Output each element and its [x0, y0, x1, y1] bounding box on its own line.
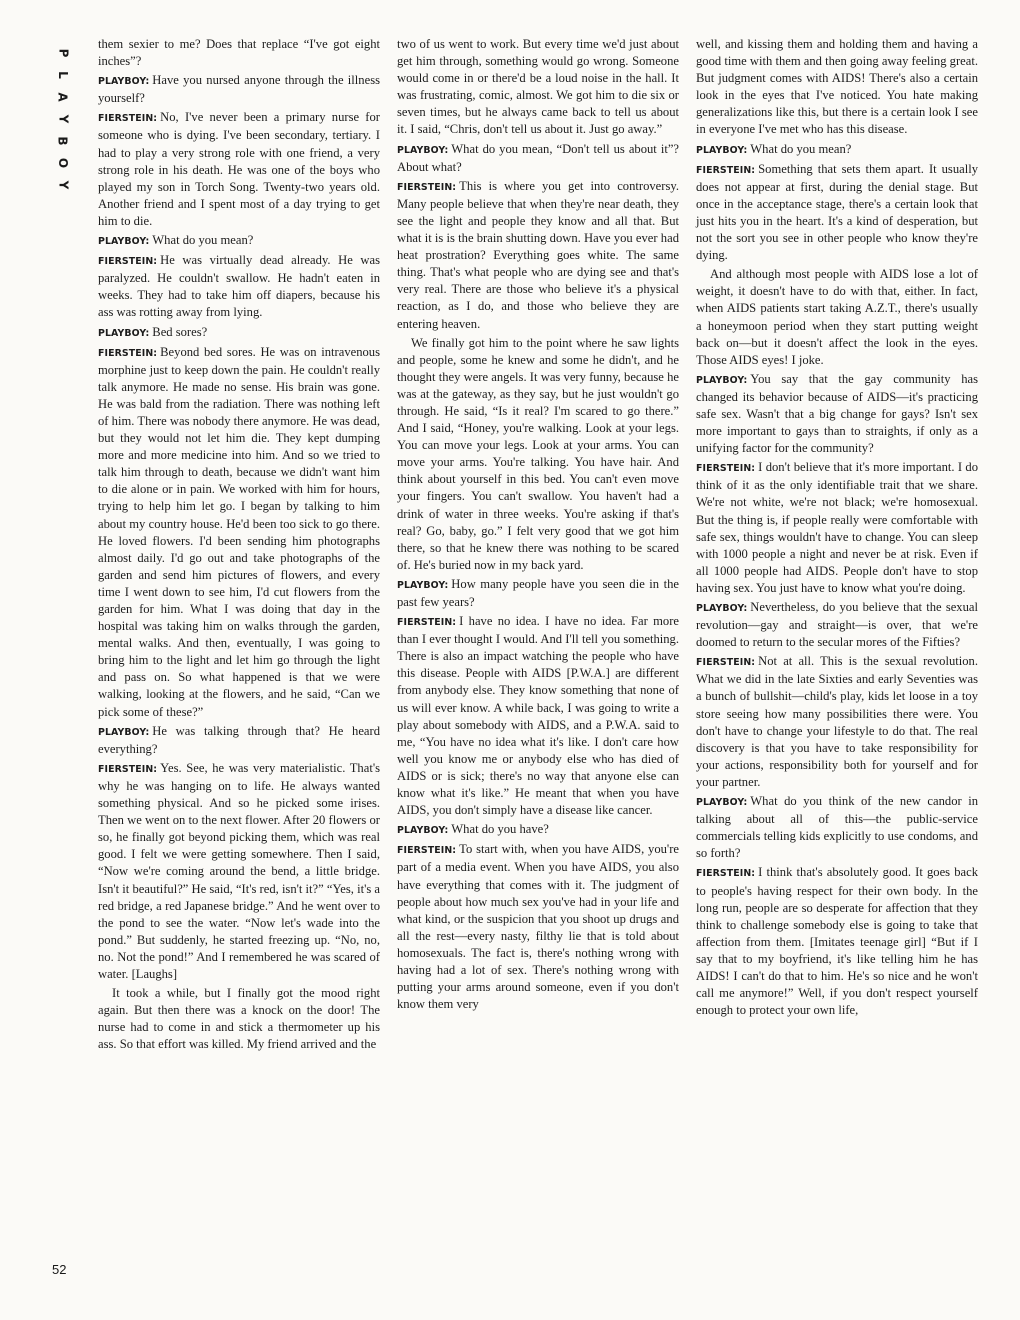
- paragraph-text: Bed sores?: [152, 324, 208, 339]
- paragraph: [696, 793, 978, 862]
- speaker-label: FIERSTEIN:: [98, 347, 158, 359]
- paragraph-text: He was talking through that? He heard everything?: [98, 723, 380, 756]
- paragraph-text: Yes. See, he was very materialistic. That's why he was hanging on to life. He always wanted something physical. And so he picked some irises. Then we went on to the next flower. After 20 flowers or so, he finally got beyond picking them, which was real good. I felt we were getting somewhere. Then I said, “Now we're coming around the bend, a little bridge. Isn't it beautiful?” He said, “It's red, isn't it?” “Yes, it's a red bridge, a red Japanese bridge.” And he went over to the pond to see the water. “Now let's wade into the pond.” But suddenly, he started freezing up. “No, no, no. Not the pond!” And I remembered he was scared of water. [Laughs]: [98, 760, 380, 981]
- paragraph: [98, 985, 380, 1053]
- paragraph: [98, 760, 380, 983]
- speaker-label: FIERSTEIN:: [696, 463, 756, 475]
- paragraph: [397, 141, 679, 176]
- speaker-label: PLAYBOY:: [696, 797, 748, 809]
- paragraph-text: We finally got him to the point where he saw lights and people, some he knew and some he didn't, and he thought they were angels. It was very funny, because he was at the gateway, as they say, but he just wouldn't go through. He said, “Is it real? I'm scared to go there.” And I said, “Honey, you're walking. Look at your legs. You can move your legs. Look at your arms. You can move your arms. You're talking. You have hair. And think about yourself in this bed. You can't even move your fingers. You can't swallow. You haven't had a drink of water in three weeks. You're asking if that's real? Go, baby, go.” I felt very good that we got him there, so that he knew there was nothing to be scared of. He's buried now in my back yard.: [397, 335, 679, 572]
- paragraph-text: two of us went to work. But every time we'd just about get him through, something would go wrong. Someone would come in or there'd be a loud noise in the hall. It was frustrating, comic, almost. We got him to die six or seven times, but he always came back to tell us about it. I said, “Chris, don't tell us about it. Just go away.”: [397, 37, 679, 137]
- speaker-label: PLAYBOY:: [696, 603, 748, 614]
- speaker-label: PLAYBOY:: [98, 236, 150, 248]
- paragraph-text: Nevertheless, do you believe that the sexual revolution—gay and straight—is over, that we're doomed to return to the secular mores of the Fifties?: [696, 600, 978, 650]
- speaker-label: FIERSTEIN:: [696, 657, 756, 669]
- speaker-label: PLAYBOY:: [696, 374, 748, 386]
- speaker-label: PLAYBOY:: [397, 144, 449, 156]
- running-head-letter: B: [56, 136, 70, 146]
- paragraph-text: He was virtually dead already. He was paralyzed. He couldn't swallow. He hadn't eaten in weeks. They had to take him off diapers, because his ass was rotting away from lying.: [98, 253, 380, 320]
- paragraph-text: To start with, when you have AIDS, you're part of a media event. When you have AIDS, you also have everything that comes with it. The judgment of people about how much sex you've had in your life and what kind, or the suspicion that you shoot up drugs and all the rest—every nasty, filthy lie that is told about homosexuals. The fact is, there's nothing wrong with having had a lot of sex. There's nothing wrong with putting your arms around someone, even if you don't know them very: [397, 842, 679, 1012]
- speaker-label: FIERSTEIN:: [696, 164, 756, 176]
- paragraph: [696, 141, 978, 159]
- speaker-label: FIERSTEIN:: [98, 763, 158, 775]
- running-head-letter: L: [56, 71, 70, 79]
- paragraph-text: them sexier to me? Does that replace “I've got eight inches”?: [98, 37, 380, 69]
- speaker-label: PLAYBOY:: [98, 327, 150, 339]
- paragraph: [98, 232, 380, 250]
- paragraph-text: It took a while, but I finally got the mood right again. But then there was a knock on the door! The nurse had to come in and stick a thermometer up his ass. So that effort was killed. My friend arrived and the: [98, 986, 380, 1052]
- running-head: [52, 42, 74, 196]
- paragraph: [696, 459, 978, 597]
- page-number: 52: [52, 1262, 67, 1277]
- paragraph-text: No, I've never been a primary nurse for someone who is dying. I've been secondary, tertiary. I had to play a very strong role with one friend, a very strong role in his death. He was one of the boys who played my son in Torch Song. Twenty-two years old. Another friend and I spent most of a day trying to get him to die.: [98, 110, 380, 228]
- paragraph: [397, 335, 679, 574]
- paragraph-text: well, and kissing them and holding them and having a good time with them and then going away feeling great. But judgment comes with AIDS! There's also a certain look in the eyes that I've noticed. You hate making generalizations like this, but there is a certain look I see in everyone I've met who has this disease.: [696, 37, 978, 137]
- paragraph: [696, 599, 978, 651]
- paragraph-text: What do you think of the new candor in talking about all of this—the public-service commercials telling kids explicitly to use condoms, and so forth?: [696, 794, 978, 861]
- paragraph: [98, 109, 380, 230]
- running-head-letter: A: [55, 92, 70, 102]
- running-head-letter: Y: [55, 180, 70, 190]
- paragraph: [98, 252, 380, 321]
- paragraph-text: I have no idea. I have no idea. Far more than I ever thought I would. And I'll tell you something. There is also an impact watching the people who have this disease. People with AIDS [P.W.A.] are different from anybody else. They know something that none of us will ever know. A while back, I was going to write a play about somebody with AIDS, and a P.W.A. said to me, “You have no idea what it's like. I don't care how well you know me or anybody else who has died of AIDS or is sick; there's no way that anyone else can know what it's like.” He meant that when you have AIDS, you don't simply have a disease like cancer.: [397, 614, 679, 818]
- paragraph: [397, 821, 679, 839]
- speaker-label: PLAYBOY:: [397, 579, 449, 591]
- paragraph-text: What do you mean?: [750, 141, 852, 156]
- speaker-label: FIERSTEIN:: [696, 868, 756, 880]
- speaker-label: FIERSTEIN:: [98, 256, 158, 268]
- speaker-label: PLAYBOY:: [98, 726, 150, 738]
- column-2: [397, 36, 679, 1015]
- paragraph-text: Something that sets them apart. It usually does not appear at first, during the denial stage. But once in the acceptance stage, there's a certain look that just hits you in the heart. It's a kind of desperation, but not the sort you see in other people who know they're dying.: [696, 161, 978, 263]
- running-head-letter: Y: [55, 114, 70, 124]
- speaker-label: FIERSTEIN:: [397, 181, 457, 193]
- paragraph-text: Beyond bed sores. He was on intravenous morphine just to keep down the pain. He couldn't really talk anymore. He made no sense. His brain was gone. He was bald from the radiation. There was nothing left of him. There was nobody there anymore. He was dead, but they would not let him die. They kept dumping more and more medicine into him. And so we tried to talk him through to death, because we didn't want him to die alone or in pain. We worked with him for hours, trying to help him let go. I began by talking to him about my country house. He'd been too sick to go there. He loved flowers. I'd been sending him photographs almost daily. I'd go out and take photographs of the garden and send him pictures of flowers, and every time I went down to see him, I'd cut flowers from the garden for him. What I was doing that day in the hospital was taking him on walks through the garden, mental walks. And then, eventually, I was going to bring him to the light and let him go through the light and pass on. So what happened is that we were walking, looking at the flowers, and he said, “Can we pick some of these?”: [98, 344, 380, 719]
- paragraph: [696, 266, 978, 369]
- speaker-label: PLAYBOY:: [397, 825, 449, 837]
- paragraph-text: What do you have?: [451, 822, 549, 837]
- paragraph: [98, 723, 380, 758]
- paragraph: [696, 161, 978, 265]
- speaker-label: FIERSTEIN:: [397, 617, 457, 629]
- paragraph-text: You say that the gay community has changed its behavior because of AIDS—it's practicing safe sex. Wasn't that a big change for gays? Isn't sex more important to gays than to straights, if only as a unifying factor for the community?: [696, 371, 978, 456]
- paragraph: [696, 864, 978, 1019]
- speaker-label: FIERSTEIN:: [397, 845, 457, 857]
- paragraph-text: Have you nursed anyone through the illness yourself?: [98, 73, 380, 106]
- paragraph-text: What do you mean?: [152, 233, 254, 248]
- paragraph-text: I think that's absolutely good. It goes back to people's having respect for their own body. In the long run, people are so desperate for affection that they think to challenge somebody else is going to take that affection from them. [Imitates teenage girl] “But if I say that to my boyfriend, it's like telling him he has AIDS! I can't do that to him. He's so nice and he won't call me anymore!” Well, if you don't respect yourself enough to protect your own life,: [696, 865, 978, 1018]
- paragraph: [397, 576, 679, 611]
- paragraph: [98, 36, 380, 70]
- running-head-letter: O: [55, 157, 70, 169]
- paragraph: [397, 841, 679, 1013]
- paragraph-text: How many people have you seen die in the past few years?: [397, 576, 679, 609]
- paragraph: [696, 36, 978, 139]
- paragraph-text: I don't believe that it's more important. I do think of it as the only identifiable trait that we share. We're not white, we're not black; we're homosexual. But the thing is, if people really were comfortable with safe sex, things wouldn't have to change. You can sleep with 1000 people a night and never be at risk. Even if all 1000 people had AIDS. People don't have to stop having sex. You just have to know what you're doing.: [696, 460, 978, 595]
- paragraph: [98, 72, 380, 107]
- paragraph-text: What do you mean, “Don't tell us about it”? About what?: [397, 141, 679, 174]
- paragraph: [397, 613, 679, 819]
- speaker-label: FIERSTEIN:: [98, 113, 158, 125]
- paragraph-text: Not at all. This is the sexual revolution. What we did in the late Sixties and early Seventies was a bunch of bullshit—child's play, kids let loose in a toy store seeing how many possibilities there were. You don't have to change your lifestyle to do that. The real discovery is that you have to take responsibility for your actions, responsibility both for yourself and for your partner.: [696, 654, 978, 789]
- paragraph: [397, 36, 679, 139]
- column-3: [696, 36, 978, 1021]
- paragraph: [696, 653, 978, 791]
- running-head-letter: P: [55, 48, 70, 58]
- paragraph: [397, 178, 679, 333]
- speaker-label: PLAYBOY:: [696, 144, 748, 156]
- speaker-label: PLAYBOY:: [98, 76, 150, 88]
- paragraph: [696, 371, 978, 457]
- paragraph-text: This is where you get into controversy. Many people believe that when they're near death, they see the light and people they know and all that. But what it is is the brain shutting down. Have you ever had heat prostration? Everything goes white. The same thing. That's what people who are dying see and that's very real. There are those who believe it's a physical reaction, as I do, and those who believe they are entering heaven.: [397, 178, 679, 331]
- column-1: [98, 36, 380, 1055]
- paragraph: [98, 324, 380, 342]
- paragraph: [98, 344, 380, 721]
- paragraph-text: And although most people with AIDS lose a lot of weight, it doesn't have to do with that, either. In fact, when AIDS patients start taking A.Z.T., there's usually a honeymoon period when they start putting weight back on—but it doesn't affect the look in the eyes. Those AIDS eyes! I joke.: [696, 267, 978, 367]
